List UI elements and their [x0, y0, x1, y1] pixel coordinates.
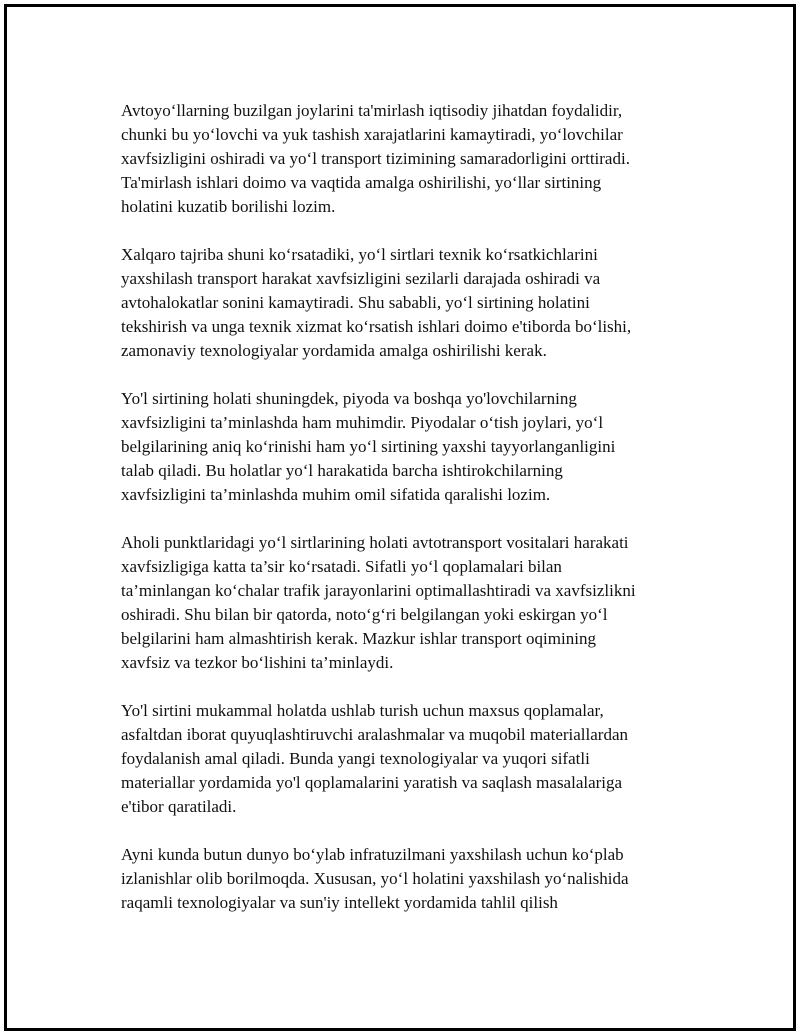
text-line: xavfsizligini oshiradi va yo‘l transport tizimining samaradorligini orttiradi.: [121, 149, 630, 168]
text-line: ta’minlangan ko‘chalar trafik jarayonlarini optimallashtiradi va xavfsizlikni: [121, 581, 636, 600]
text-line: Avtoyo‘llarning buzilgan joylarini ta'mirlash iqtisodiy jihatdan foydalidir,: [121, 101, 623, 120]
paragraph-1: [121, 99, 701, 219]
paragraph-4: [121, 531, 701, 675]
text-line: yaxshilash transport harakat xavfsizligini sezilarli darajada oshiradi va: [121, 269, 601, 288]
text-line: e'tibor qaratiladi.: [121, 797, 237, 816]
text-line: xavfsizligini ta’minlashda ham muhimdir. Piyodalar o‘tish joylari, yo‘l: [121, 413, 604, 432]
text-line: xavfsizligiga katta ta’sir ko‘rsatadi. Sifatli yo‘l qoplamalari bilan: [121, 557, 562, 576]
text-line: Ayni kunda butun dunyo bo‘ylab infratuzilmani yaxshilash uchun ko‘plab: [121, 845, 624, 864]
text-line: oshiradi. Shu bilan bir qatorda, noto‘g‘ri belgilangan yoki eskirgan yo‘l: [121, 605, 608, 624]
text-line: xavfsizligini ta’minlashda muhim omil sifatida qaralishi lozim.: [121, 485, 551, 504]
document-page: [4, 4, 796, 1031]
text-line: talab qiladi. Bu holatlar yo‘l harakatida barcha ishtirokchilarning: [121, 461, 563, 480]
text-line: asfaltdan iborat quyuqlashtiruvchi aralashmalar va muqobil materiallardan: [121, 725, 628, 744]
text-line: Ta'mirlash ishlari doimo va vaqtida amalga oshirilishi, yo‘llar sirtining: [121, 173, 602, 192]
text-line: tekshirish va unga texnik xizmat ko‘rsatish ishlari doimo e'tiborda bo‘lishi,: [121, 317, 632, 336]
text-line: Yo'l sirtini mukammal holatda ushlab turish uchun maxsus qoplamalar,: [121, 701, 604, 720]
text-line: foydalanish amal qiladi. Bunda yangi texnologiyalar va yuqori sifatli: [121, 749, 590, 768]
text-line: avtohalokatlar sonini kamaytiradi. Shu sababli, yo‘l sirtining holatini: [121, 293, 590, 312]
document-body: [121, 99, 701, 939]
text-line: belgilarining aniq ko‘rinishi ham yo‘l sirtining yaxshi tayyorlanganligini: [121, 437, 616, 456]
text-line: zamonaviy texnologiyalar yordamida amalga oshirilishi kerak.: [121, 341, 547, 360]
text-line: holatini kuzatib borilishi lozim.: [121, 197, 336, 216]
text-line: Aholi punktlaridagi yo‘l sirtlarining holati avtotransport vositalari harakati: [121, 533, 629, 552]
paragraph-3: [121, 387, 701, 507]
paragraph-6: [121, 843, 701, 915]
text-line: belgilarini ham almashtirish kerak. Mazkur ishlar transport oqimining: [121, 629, 596, 648]
text-line: xavfsiz va tezkor bo‘lishini ta’minlaydi.: [121, 653, 394, 672]
text-line: materiallar yordamida yo'l qoplamalarini yaratish va saqlash masalalariga: [121, 773, 623, 792]
text-line: chunki bu yo‘lovchi va yuk tashish xarajatlarini kamaytiradi, yo‘lovchilar: [121, 125, 623, 144]
text-line: izlanishlar olib borilmoqda. Xususan, yo‘l holatini yaxshilash yo‘nalishida: [121, 869, 629, 888]
paragraph-5: [121, 699, 701, 819]
text-line: Xalqaro tajriba shuni ko‘rsatadiki, yo‘l sirtlari texnik ko‘rsatkichlarini: [121, 245, 598, 264]
text-line: raqamli texnologiyalar va sun'iy intellekt yordamida tahlil qilish: [121, 893, 558, 912]
paragraph-2: [121, 243, 701, 363]
text-line: Yo'l sirtining holati shuningdek, piyoda va boshqa yo'lovchilarning: [121, 389, 577, 408]
